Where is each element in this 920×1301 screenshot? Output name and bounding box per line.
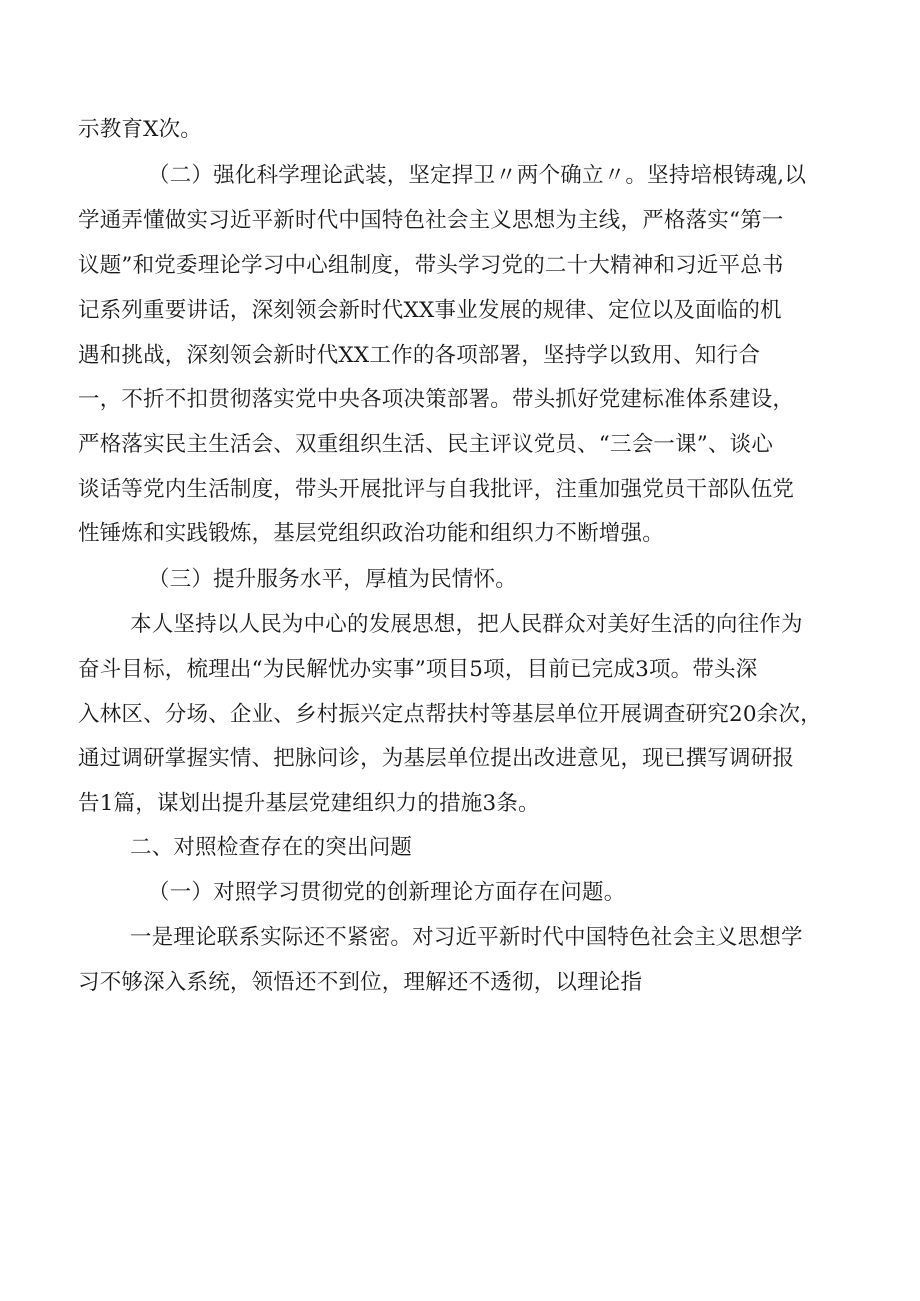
text-line: 一，不折不扣贯彻落实党中央各项决策部署。带头抓好党建标准体系建设， — [78, 387, 795, 412]
text-line: 记系列重要讲话，深刻领会新时代XX事业发展的规律、定位以及面临的机 — [78, 298, 782, 323]
text-line: 习不够深入系统，领悟还不到位，理解还不透彻，以理论指 — [78, 970, 643, 995]
text-line: 严格落实民主生活会、双重组织生活、民主评议党员、“三会一课”、谈心 — [78, 432, 774, 457]
text-line: 本人坚持以人民为中心的发展思想，把人民群众对美好生活的向往作为 — [130, 612, 803, 637]
text-line: 性锤炼和实践锻炼，基层党组织政治功能和组织力不断增强。 — [78, 521, 664, 546]
text-line: 遇和挑战，深刻领会新时代XX工作的各项部署，坚持学以致用、知行合 — [78, 343, 761, 368]
section-heading: 二、对照检查存在的突出问题 — [130, 835, 413, 860]
text-line: 学通弄懂做实习近平新时代中国特色社会主义思想为主线，严格落实“第一 — [78, 208, 784, 233]
text-line: 谈话等党内生活制度，带头开展批评与自我批评，注重加强党员干部队伍党 — [78, 477, 795, 502]
text-line: 告1篇，谋划出提升基层党建组织力的措施3条。 — [78, 791, 540, 816]
text-line: （二）强化科学理论武装，坚定捍卫〃两个确立〃。坚持培根铸魂,以 — [148, 163, 807, 188]
text-line: 一是理论联系实际还不紧密。对习近平新时代中国特色社会主义思想学 — [130, 925, 803, 950]
text-line: 入林区、分场、企业、乡村振兴定点帮扶村等基层单位开展调查研究20余次， — [78, 702, 822, 727]
text-line: 通过调研掌握实情、把脉问诊，为基层单位提出改进意见，现已撰写调研报 — [78, 746, 795, 771]
section-heading: （一）对照学习贯彻党的创新理论方面存在问题。 — [148, 880, 626, 905]
text-line: 示教育X次。 — [78, 117, 203, 142]
text-line: 奋斗目标，梳理出“为民解忧办实事”项目5项，目前已完成3项。带头深 — [78, 657, 758, 682]
text-line: 议题”和党委理论学习中心组制度，带头学习党的二十大精神和习近平总书 — [78, 253, 784, 278]
section-heading: （三）提升服务水平，厚植为民情怀。 — [148, 567, 517, 592]
